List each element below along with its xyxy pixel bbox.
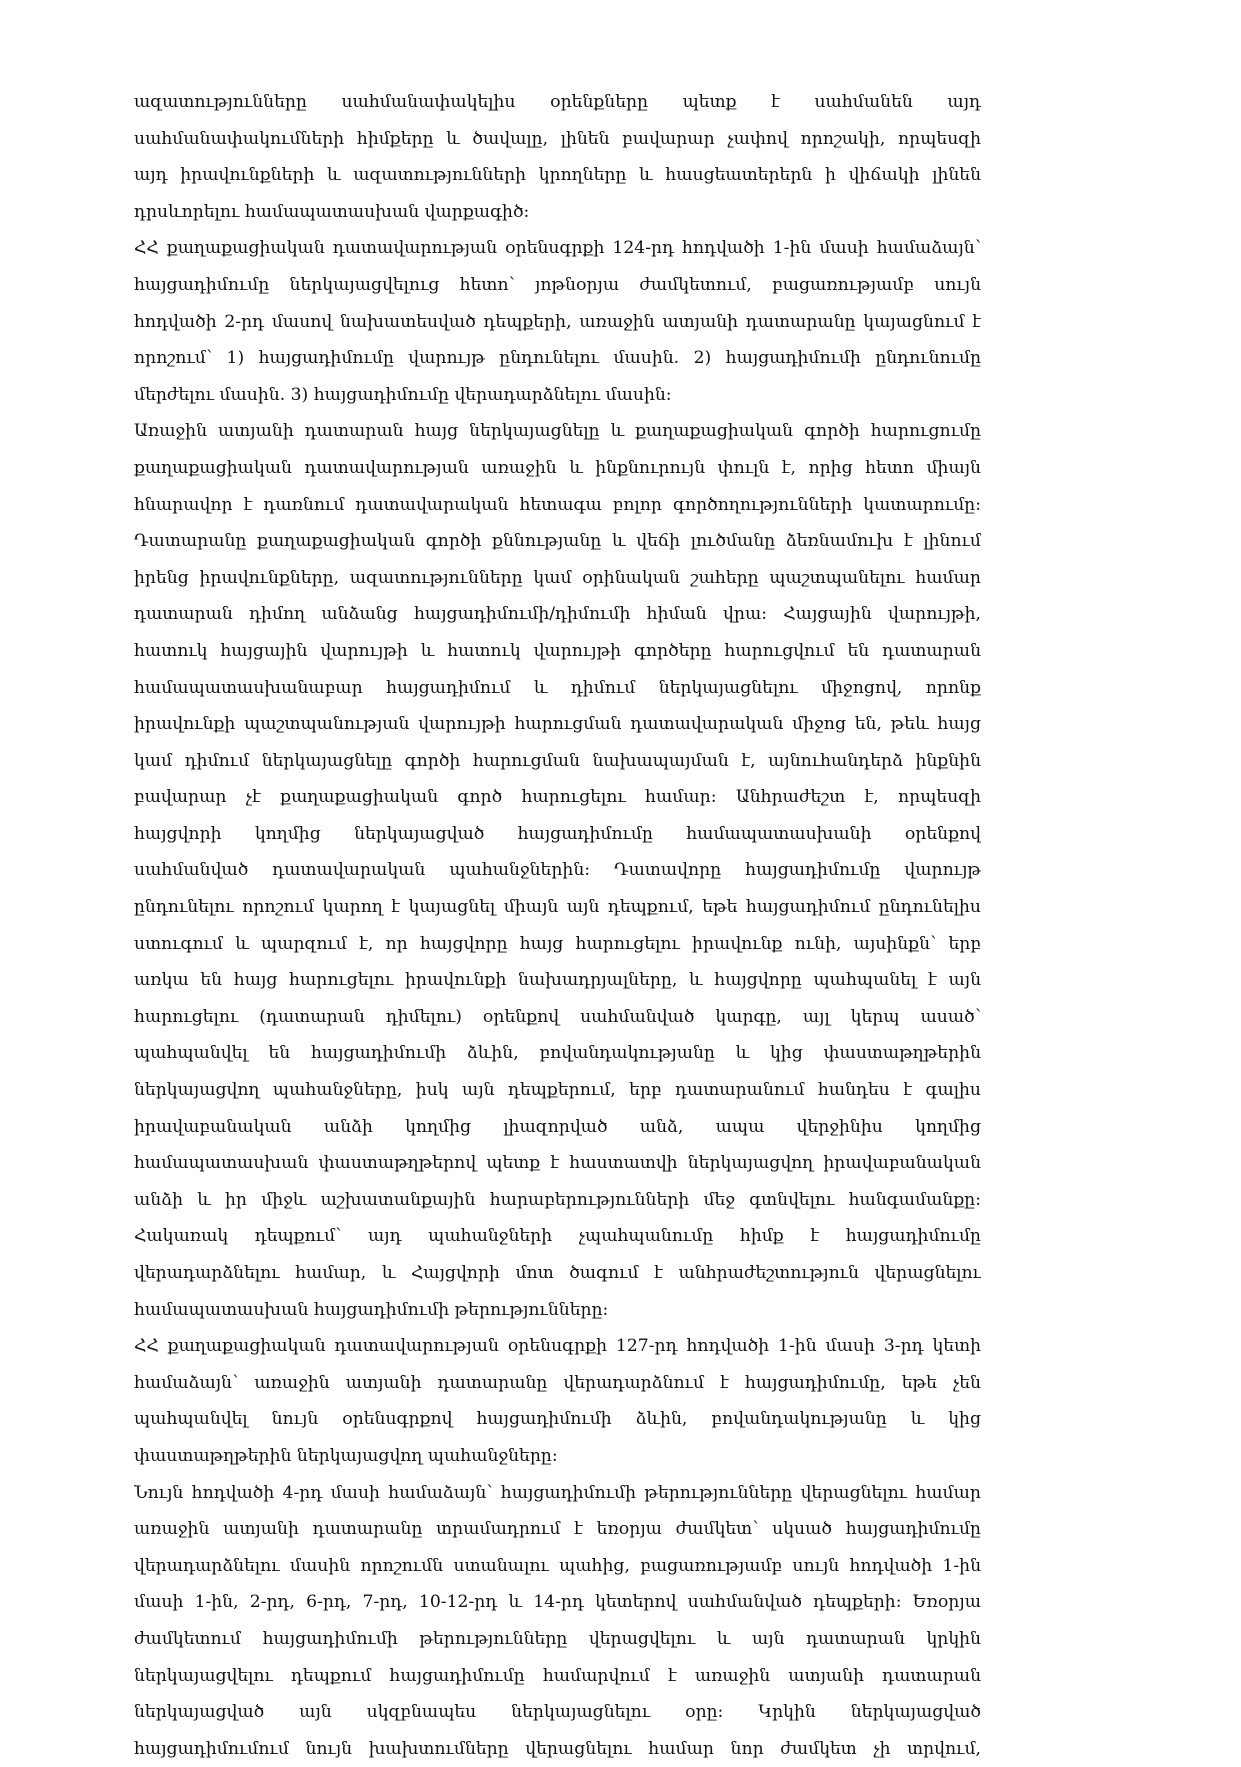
text-line: սահմանափակումների հիմքերը և ծավալը, լինեն բավարար չափով որոշակի, որպեսզի (134, 128, 981, 149)
text-line: հայցվորի կողմից ներկայացված հայցադիմումը համապատասխանի օրենքով (134, 823, 981, 844)
text-line: քաղաքացիական դատավարության առաջին և ինքնուրույն փուլն է, որից հետո միայն (134, 457, 981, 478)
paragraph (134, 1475, 981, 1767)
text-line: համապատասխանաբար հայցադիմում և դիմում ներկայացնելու միջոցով, որոնք (134, 677, 981, 698)
text-line: դատարան դիմող անձանց հայցադիմումի/դիմումի հիման վրա: Հայցային վարույթի, (134, 604, 981, 625)
text-line: հոդվածի 2-րդ մասով նախատեսված դեպքերի, առաջին ատյանի դատարանը կայացնում է (134, 311, 981, 332)
text-line: ՀՀ քաղաքացիական դատավարության օրենսգրքի 124-րդ հոդվածի 1-ին մասի համաձայն՝ (134, 238, 981, 259)
text-line: պահպանվել են հայցադիմումի ձևին, բովանդակությանը և կից փաստաթղթերին (134, 1043, 981, 1064)
text-line: հատուկ հայցային վարույթի և հատուկ վարույթի գործերը հարուցվում են դատարան (134, 640, 981, 661)
paragraph (134, 84, 981, 230)
text-line: իրենց իրավունքները, ազատությունները կամ օրինական շահերը պաշտպանելու համար (134, 567, 981, 588)
text-line: որոշում՝ 1) հայցադիմումը վարույթ ընդունելու մասին. 2) հայցադիմումի ընդունումը (134, 348, 981, 369)
text-line: կամ դիմում ներկայացնելը գործի հարուցման նախապայման է, այնուհանդերձ ինքնին (134, 750, 981, 771)
text-line: համաձայն՝ առաջին ատյանի դատարանը վերադարձնում է հայցադիմումը, եթե չեն (134, 1372, 981, 1393)
text-line: ՀՀ քաղաքացիական դատավարության օրենսգրքի 127-րդ հոդվածի 1-ին մասի 3-րդ կետի (134, 1336, 981, 1357)
text-line: առկա են հայց հարուցելու իրավունքի նախադրյալները, և հայցվորը պահպանել է այն (134, 970, 981, 991)
text-line: համապատասխան փաստաթղթերով պետք է հաստատվի ներկայացվող իրավաբանական (134, 1153, 981, 1174)
text-line: պահպանվել նույն օրենսգրքով հայցադիմումի ձևին, բովանդակությանը և կից (134, 1409, 981, 1430)
text-line: իրավունքի պաշտպանության վարույթի հարուցման դատավարական միջոց են, թեև հայց (134, 714, 981, 735)
text-line: մասի 1-ին, 2-րդ, 6-րդ, 7-րդ, 10-12-րդ և 14-րդ կետերով սահմանված դեպքերի: Եռօրյա (134, 1592, 981, 1613)
paragraph (134, 413, 981, 1328)
text-line: առաջին ատյանի դատարանը տրամադրում է եռօրյա ժամկետ՝ սկսած հայցադիմումը (134, 1519, 981, 1540)
text-line: ընդունելու որոշում կարող է կայացնել միայն այն դեպքում, եթե հայցադիմում ընդունելիս (134, 897, 981, 918)
text-line: բավարար չէ քաղաքացիական գործ հարուցելու համար: Անհրաժեշտ է, որպեսզի (134, 787, 981, 808)
text-line: ներկայացված այն սկզբնապես ներկայացնելու օրը: Կրկին ներկայացված (134, 1702, 981, 1723)
text-line: վերադարձնելու համար, և Հայցվորի մոտ ծագում է անհրաժեշտություն վերացնելու (134, 1263, 981, 1283)
text-line: Նույն հոդվածի 4-րդ մասի համաձայն՝ հայցադիմումի թերությունները վերացնելու համար (134, 1482, 981, 1503)
paragraph (134, 1328, 981, 1474)
text-line: հարուցելու (դատարան դիմելու) օրենքով սահմանված կարգը, այլ կերպ ասած՝ (134, 1006, 981, 1027)
text-line: ազատությունները սահմանափակելիս օրենքները պետք է սահմանեն այդ (134, 92, 981, 112)
text-line: Հակառակ դեպքում՝ այդ պահանջների չպահպանումը հիմք է հայցադիմումը (134, 1226, 981, 1247)
text-line: դրսևորելու համապատասխան վարքագիծ: (134, 201, 530, 222)
text-line: վերադարձնելու մասին որոշումն ստանալու պահից, բացառությամբ սույն հոդվածի 1-ին (134, 1555, 981, 1576)
text-line: մերժելու մասին. 3) հայցադիմումը վերադարձնելու մասին: (134, 384, 672, 405)
text-line: այդ իրավունքների և ազատությունների կրողները և հասցեատերերն ի վիճակի լինեն (134, 165, 981, 186)
text-line: անձի և իր միջև աշխատանքային հարաբերությունների մեջ գտնվելու հանգամանքը: (134, 1189, 981, 1210)
text-line: ներկայացվող պահանջները, իսկ այն դեպքերում, երբ դատարանում հանդես է գալիս (134, 1080, 981, 1101)
text-line: ստուգում և պարզում է, որ հայցվորը հայց հարուցելու իրավունք ունի, այսինքն՝ երբ (134, 933, 981, 954)
text-line: համապատասխան հայցադիմումի թերությունները: (134, 1299, 609, 1320)
text-line: հայցադիմումում նույն խախտումները վերացնելու համար նոր ժամկետ չի տրվում, (134, 1738, 981, 1759)
text-line: ներկայացվելու դեպքում հայցադիմումը համարվում է առաջին ատյանի դատարան (134, 1665, 981, 1686)
paragraph (134, 230, 981, 413)
text-line: ժամկետում հայցադիմումի թերությունները վերացվելու և այն դատարան կրկին (134, 1628, 981, 1649)
text-line: Դատարանը քաղաքացիական գործի քննությանը և վեճի լուծմանը ձեռնամուխ է լինում (134, 531, 981, 552)
text-line: փաստաթղթերին ներկայացվող պահանջները: (134, 1445, 558, 1466)
document-body (134, 84, 981, 1767)
text-line: իրավաբանական անձի կողմից լիազորված անձ, ապա վերջինիս կողմից (134, 1116, 981, 1137)
text-line: սահմանված դատավարական պահանջներին: Դատավորը հայցադիմումը վարույթ (134, 860, 981, 881)
text-line: Առաջին ատյանի դատարան հայց ներկայացնելը և քաղաքացիական գործի հարուցումը (134, 421, 981, 442)
text-line: հնարավոր է դառնում դատավարական հետագա բոլոր գործողությունների կատարումը: (134, 494, 981, 515)
text-line: հայցադիմումը ներկայացվելուց հետո՝ յոթնօրյա ժամկետում, բացառությամբ սույն (134, 274, 981, 295)
